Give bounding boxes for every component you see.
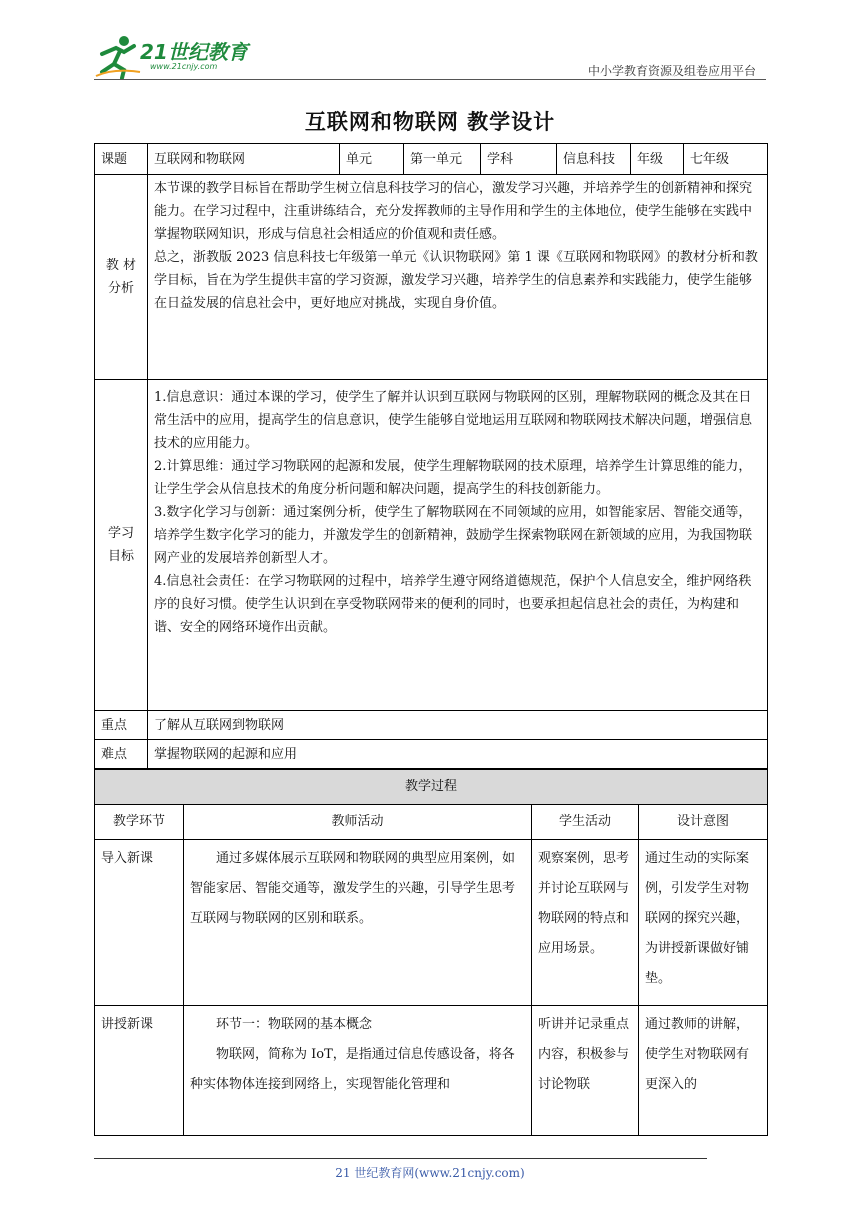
teacher-intro-text: 通过多媒体展示互联网和物联网的典型应用案例，如智能家居、智能交通等，激发学生的兴趣，引导学生思考互联网与物联网的区别和联系。 xyxy=(190,851,516,926)
analysis-row xyxy=(95,175,768,380)
process-row-lecture xyxy=(95,1006,768,1136)
difficulty-label: 难点 xyxy=(95,740,148,769)
teacher-lecture-step: 环节一：物联网的基本概念 xyxy=(216,1017,373,1032)
analysis-label: 教 材分析 xyxy=(95,175,148,380)
process-title-row xyxy=(95,770,768,805)
student-intro: 观察案例，思考并讨论互联网与物联网的特点和应用场景。 xyxy=(532,840,639,1006)
process-row-intro xyxy=(95,840,768,1006)
difficulty-row xyxy=(95,740,768,769)
header-student: 学生活动 xyxy=(532,805,639,840)
header-teacher: 教师活动 xyxy=(184,805,532,840)
analysis-paragraph-2: 总之，浙教版 2023 信息科技七年级第一单元《认识物联网》第 1 课《互联网和物联网》的教材分析和教学目标，旨在为学生提供丰富的学习资源，激发学习兴趣，培养学生的信息素养和实践能力，使学生能够在日益发展的信息社会中，更好地应对挑战，实现自身价值。 xyxy=(154,250,758,311)
difficulty-value: 掌握物联网的起源和应用 xyxy=(148,740,768,769)
goal-4: 4.信息社会责任：在学习物联网的过程中，培养学生遵守网络道德规范，保护个人信息安全，维护网络秩序的良好习惯。使学生认识到在享受物联网带来的便利的同时，也要承担起信息社会的责任，为构建和谐、安全的网络环境作出贡献。 xyxy=(154,574,752,635)
unit-label: 单元 xyxy=(340,144,404,175)
info-row xyxy=(95,144,768,175)
key-point-row xyxy=(95,711,768,740)
teacher-intro xyxy=(184,840,532,1006)
intent-intro: 通过生动的实际案例，引发学生对物联网的探究兴趣，为讲授新课做好铺垫。 xyxy=(639,840,768,1006)
goal-3: 3.数字化学习与创新：通过案例分析，使学生了解物联网在不同领域的应用，如智能家居、智能交通等，培养学生数字化学习的能力，并激发学生的创新精神，鼓励学生探索物联网在新领域的应用，为我国物联网产业的发展培养创新型人才。 xyxy=(154,505,753,566)
runner-logo-icon xyxy=(94,34,142,80)
course-label: 课题 xyxy=(95,144,148,175)
stage-intro: 导入新课 xyxy=(95,840,184,1006)
grade-value: 七年级 xyxy=(684,144,768,175)
course-value: 互联网和物联网 xyxy=(148,144,340,175)
logo-url: www.21cnjy.com xyxy=(150,62,218,71)
student-lecture: 听讲并记录重点内容，积极参与讨论物联 xyxy=(532,1006,639,1136)
process-title: 教学过程 xyxy=(95,770,768,805)
key-point-label: 重点 xyxy=(95,711,148,740)
header-stage: 教学环节 xyxy=(95,805,184,840)
footer-divider xyxy=(94,1158,707,1159)
stage-lecture: 讲授新课 xyxy=(95,1006,184,1136)
header-divider xyxy=(94,79,766,80)
goal-1: 1.信息意识：通过本课的学习，使学生了解并认识到互联网与物联网的区别，理解物联网的概念及其在日常生活中的应用，提高学生的信息意识，使学生能够自觉地运用互联网和物联网技术解决问题，增强信息技术的应用能力。 xyxy=(154,390,753,451)
teacher-lecture xyxy=(184,1006,532,1136)
grade-label: 年级 xyxy=(631,144,684,175)
document-title: 互联网和物联网 教学设计 xyxy=(304,110,556,134)
analysis-content xyxy=(148,175,768,380)
goals-row xyxy=(95,380,768,711)
page-header xyxy=(0,0,860,85)
goals-label: 学习目标 xyxy=(95,380,148,711)
key-point-value: 了解从互联网到物联网 xyxy=(148,711,768,740)
analysis-paragraph-1: 本节课的教学目标旨在帮助学生树立信息科技学习的信心，激发学习兴趣，并培养学生的创新精神和探究能力。在学习过程中，注重讲练结合，充分发挥教师的主导作用和学生的主体地位，使学生能够在实践中掌握物联网知识，形成与信息社会相适应的价值观和责任感。 xyxy=(154,181,753,242)
platform-name: 中小学教育资源及组卷应用平台 xyxy=(587,64,756,78)
unit-value: 第一单元 xyxy=(404,144,481,175)
logo-text: 21世纪教育 xyxy=(140,40,248,64)
teaching-process-table xyxy=(94,769,768,1136)
intent-lecture: 通过教师的讲解，使学生对物联网有更深入的 xyxy=(639,1006,768,1136)
goals-content xyxy=(148,380,768,711)
site-logo[interactable] xyxy=(94,34,264,80)
subject-value: 信息科技 xyxy=(557,144,631,175)
process-header-row xyxy=(95,805,768,840)
teacher-lecture-text: 物联网，简称为 IoT，是指通过信息传感设备，将各种实体物体连接到网络上，实现智能化管理和 xyxy=(190,1047,515,1092)
goal-2: 2.计算思维：通过学习物联网的起源和发展，使学生理解物联网的技术原理，培养学生计算思维的能力，让学生学会从信息技术的角度分析问题和解决问题，提高学生的科技创新能力。 xyxy=(154,459,752,497)
lesson-info-table xyxy=(94,143,768,769)
header-intent: 设计意图 xyxy=(639,805,768,840)
footer-link[interactable]: 21 世纪教育网(www.21cnjy.com) xyxy=(335,1166,525,1180)
subject-label: 学科 xyxy=(481,144,557,175)
